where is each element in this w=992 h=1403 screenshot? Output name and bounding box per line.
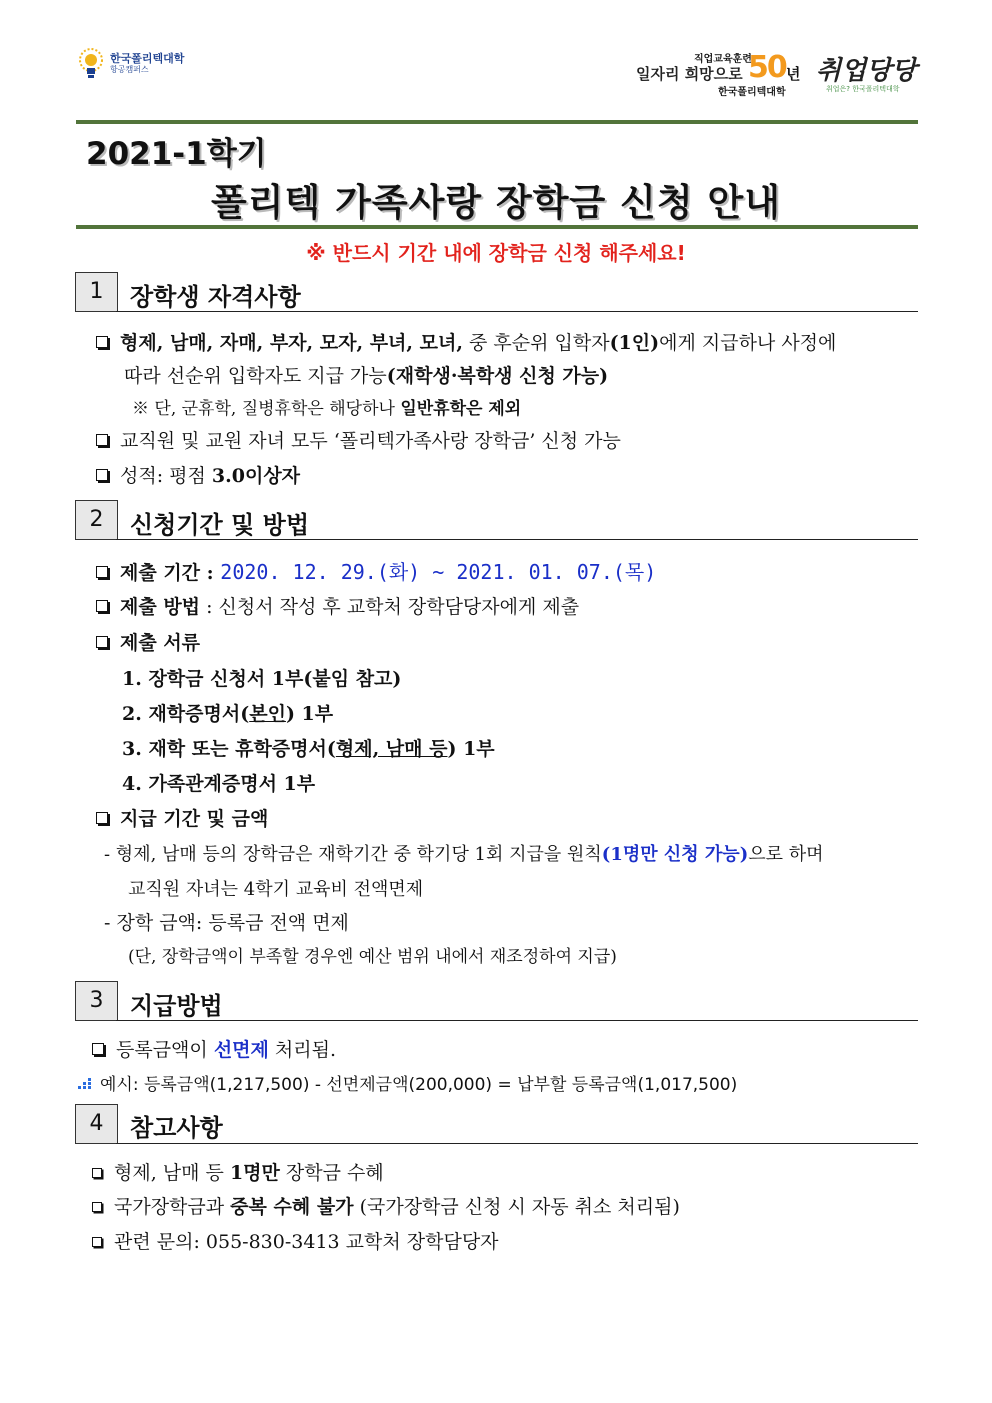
payment-amount-note: (단, 장학금액이 부족할 경우엔 예산 범위 내에서 재조정하여 지급) [128,947,617,967]
note-text: ※ 단, 군휴학, 질병휴학은 해당하나 일반휴학은 제외 [132,399,522,419]
polytech-logo [76,46,184,80]
checkbox-bullet-icon [96,434,108,446]
doc-item: 4. 가족관계증명서 1부 [122,773,316,795]
list-item: 국가장학금과 중복 수혜 불가 (국가장학금 신청 시 자동 취소 처리됨) [92,1192,680,1219]
list-item: 관련 문의: 055-830-3413 교학처 장학담당자 [92,1227,499,1254]
logo-calligraphy: 취업당당 [816,56,917,86]
section-1-rule [116,311,918,312]
title-bottom-rule [76,225,918,229]
page-title: 폴리텍 가족사랑 장학금 신청 안내 [211,181,781,224]
section-1-number: 1 [75,272,118,312]
doc-item: 3. 재학 또는 휴학증명서(형제, 남매 등) 1부 [122,738,495,760]
checkbox-bullet-icon [96,566,108,578]
checkbox-bullet-icon [92,1202,102,1212]
list-item: 성적: 평점 3.0이상자 [96,461,300,488]
checkbox-bullet-icon [92,1043,104,1055]
doc-item: 2. 재학증명서(본인) 1부 [122,703,334,725]
logo-main-text: 일자리 희망으로 [636,65,743,83]
section-3-number: 3 [75,981,118,1021]
section-4-rule [116,1143,918,1144]
doc-item: 1. 장학금 신청서 1부(붙임 참고) [122,668,402,690]
checkbox-bullet-icon [92,1168,102,1178]
list-item: 등록금액이 선면제 처리됨. [92,1035,336,1062]
logo-fifty: 50 [748,50,786,85]
list-item: 형제, 남매 등 1명만 장학금 수혜 [92,1158,384,1185]
title-top-rule [76,120,918,124]
list-item-continuation: 따라 선순위 입학자도 지급 가능(재학생·복학생 신청 가능) [124,365,609,387]
section-1-title: 장학생 자격사항 [130,283,301,311]
section-2-rule [116,539,918,540]
checkbox-bullet-icon [96,636,108,648]
example-text: 예시: 등록금액(1,217,500) - 선면제금액(200,000) = 납부할 등록금액(1,017,500) [76,1070,737,1095]
payment-rule: - 형제, 남매 등의 장학금은 재학기간 중 학기당 1회 지급을 원칙(1명만 신청 가능)으로 하며 [104,844,824,865]
list-item: 교직원 및 교원 자녀 모두 ‘폴리텍가족사랑 장학금’ 신청 가능 [96,426,621,453]
payment-amount: - 장학 금액: 등록금 전액 면제 [104,912,349,934]
submission-period: 제출 기간 : 2020. 12. 29.(화) ~ 2021. 01. 07.(목) [96,556,656,585]
submission-method: 제출 방법 : 신청서 작성 후 교학처 장학담당자에게 제출 [96,592,579,619]
section-3-rule [116,1020,918,1021]
section-2-number: 2 [75,500,118,540]
fifty-year-logo [636,46,918,96]
list-item: 형제, 남매, 자매, 부자, 모자, 부녀, 모녀, 중 후순위 입학자(1인)에게 지급하나 사정에 [96,328,836,355]
logo-calligraphy-sub: 취업은? 한국폴리텍대학 [826,85,900,93]
dots-bullet-icon [76,1078,94,1090]
lightbulb-logo-icon [76,46,106,80]
logo-sub-text: 한국폴리텍대학 [718,87,786,98]
section-4-number: 4 [75,1104,118,1144]
logo-year: 년 [786,65,801,83]
logo-small-text: 직업교육훈련 [694,54,752,65]
section-4-title: 참고사항 [130,1114,223,1142]
deadline-notice: ※ 반드시 기간 내에 장학금 신청 해주세요! [306,241,686,265]
page-subtitle: 2021-1학기 [86,136,267,172]
section-2-title: 신청기간 및 방법 [130,511,309,539]
checkbox-bullet-icon [96,336,108,348]
payment-label: 지급 기간 및 금액 [96,804,268,831]
logo-campus: 항공캠퍼스 [110,64,149,74]
submission-docs-label: 제출 서류 [96,628,200,655]
checkbox-bullet-icon [96,812,108,824]
section-3-title: 지급방법 [130,992,223,1020]
logo-name: 한국폴리텍대학 [110,51,185,65]
checkbox-bullet-icon [96,469,108,481]
checkbox-bullet-icon [96,600,108,612]
checkbox-bullet-icon [92,1237,102,1247]
payment-rule-continuation: 교직원 자녀는 4학기 교육비 전액면제 [128,879,424,900]
